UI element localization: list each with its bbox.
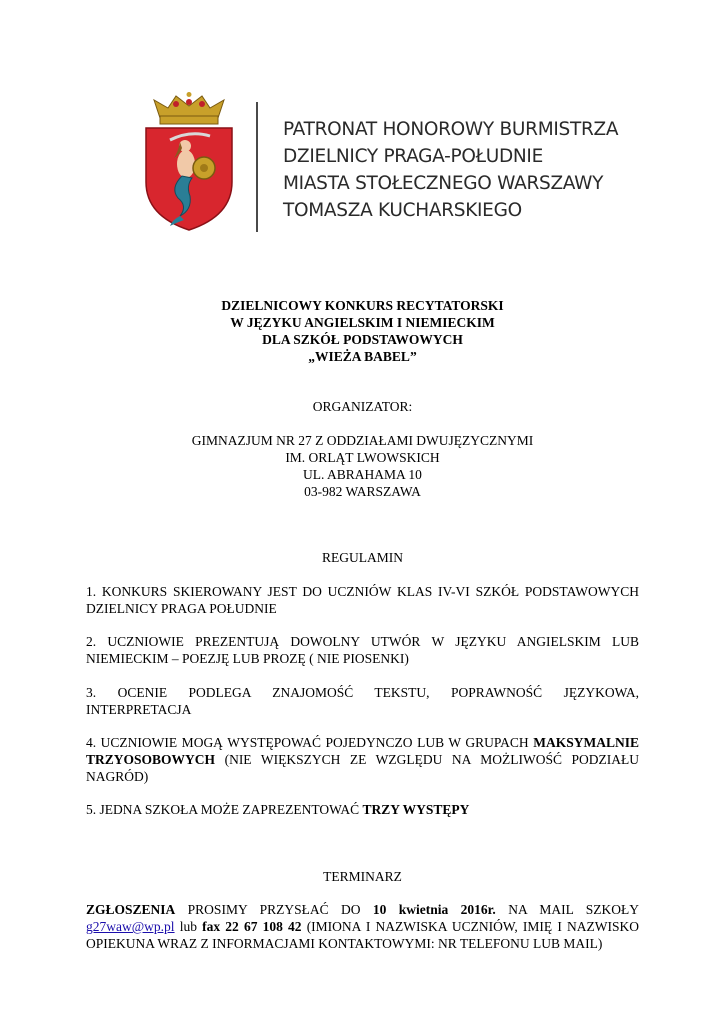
organizer-label: ORGANIZATOR:: [312, 399, 413, 414]
schedule-heading: TERMINARZ: [323, 869, 402, 884]
organizer-line: 03-982 WARSZAWA: [304, 484, 421, 499]
regulation-text: 5. JEDNA SZKOŁA MOŻE ZAPREZENTOWAĆ: [86, 802, 363, 817]
submission-text: NA MAIL SZKOŁY: [495, 902, 639, 917]
regulation-item-4: [86, 734, 639, 785]
organizer-line: GIMNAZJUM NR 27 Z ODDZIAŁAMI DWUJĘZYCZNYMI: [191, 433, 534, 448]
patronage-line: MIASTA STOŁECZNEGO WARSZAWY: [283, 173, 604, 194]
regulation-emphasis: TRZY WYSTĘPY: [362, 802, 470, 817]
fax-number: fax 22 67 108 42: [202, 919, 302, 934]
submission-paragraph: [86, 901, 639, 952]
deadline-date: 10 kwietnia 2016r.: [372, 902, 496, 917]
organizer-line: IM. ORLĄT LWOWSKICH: [285, 450, 440, 465]
submission-text: (IMIONA I NAZWISKA UCZNIÓW, IMIĘ I NAZWISKO OPIEKUNA WRAZ Z INFORMACJAMI KONTAKTOWYMI: NR TELEFONU LUB MAIL): [86, 919, 639, 951]
regulation-text: (NIE WIĘKSZYCH ZE WZGLĘDU NA MOŻLIWOŚĆ PODZIAŁU NAGRÓD): [86, 752, 639, 784]
header-divider: [256, 102, 258, 232]
title-line: „WIEŻA BABEL”: [308, 349, 417, 364]
submission-emphasis: ZGŁOSZENIA: [86, 902, 176, 917]
organizer-address: [86, 432, 639, 500]
document-title: [86, 297, 639, 365]
crown-icon: [154, 92, 224, 124]
patronage-line: DZIELNICY PRAGA-POŁUDNIE: [283, 146, 543, 167]
regulation-item-2: 2. UCZNIOWIE PREZENTUJĄ DOWOLNY UTWÓR W JĘZYKU ANGIELSKIM LUB NIEMIECKIM – POEZJĘ LUB PROZĘ ( NIE PIOSENKI): [86, 634, 639, 666]
regulation-item-3: 3. OCENIE PODLEGA ZNAJOMOŚĆ TEKSTU, POPRAWNOŚĆ JĘZYKOWA, INTERPRETACJA: [86, 685, 639, 717]
regulation-item-1: 1. KONKURS SKIEROWANY JEST DO UCZNIÓW KLAS IV-VI SZKÓŁ PODSTAWOWYCH DZIELNICY PRAGA POŁUDNIE: [86, 584, 639, 616]
patronage-line: PATRONAT HONOROWY BURMISTRZA: [283, 119, 619, 140]
email-link[interactable]: g27waw@wp.pl: [86, 919, 175, 934]
regulations-heading: REGULAMIN: [322, 550, 403, 565]
regulation-text: 4. UCZNIOWIE MOGĄ WYSTĘPOWAĆ POJEDYNCZO LUB W GRUPACH: [86, 735, 534, 750]
submission-text: lub: [174, 919, 203, 934]
title-line: DZIELNICOWY KONKURS RECYTATORSKI: [221, 298, 504, 313]
title-line: DLA SZKÓŁ PODSTAWOWYCH: [262, 332, 463, 347]
patronage-heading: [283, 116, 663, 224]
patronage-line: TOMASZA KUCHARSKIEGO: [283, 200, 522, 221]
organizer-line: UL. ABRAHAMA 10: [303, 467, 422, 482]
warsaw-coat-of-arms-icon: [140, 92, 238, 232]
regulation-item-5: [86, 801, 639, 818]
regulation-emphasis: MAKSYMALNIE TRZYOSOBOWYCH: [86, 735, 639, 767]
submission-text: PROSIMY PRZYSŁAĆ DO: [175, 902, 373, 917]
title-line: W JĘZYKU ANGIELSKIM I NIEMIECKIM: [230, 315, 495, 330]
